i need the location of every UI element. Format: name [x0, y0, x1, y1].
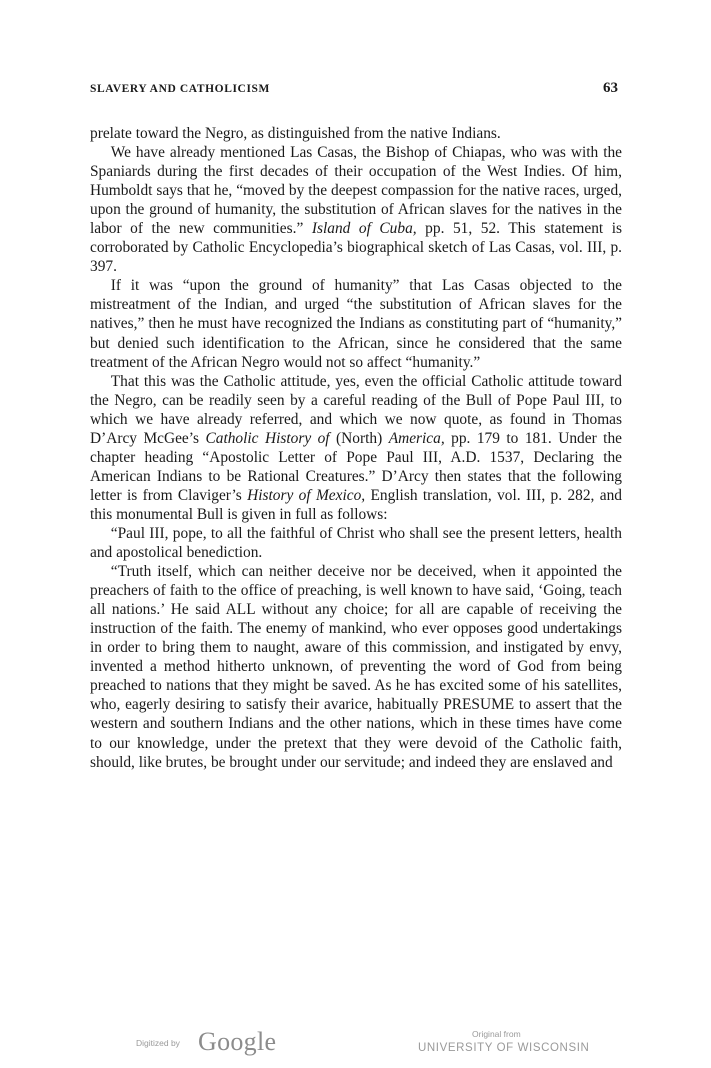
- page-number: 63: [603, 80, 618, 96]
- body-text: [90, 124, 622, 772]
- text-run: pp. 51, 52. This statement is corroborated by Catholic Encyclopedia’s biographical sketch of Las Casas, vol. III, p. 397.: [90, 220, 622, 276]
- institution-name: UNIVERSITY OF WISCONSIN: [418, 1042, 590, 1054]
- paragraph: [90, 372, 622, 524]
- paragraph: [90, 562, 622, 772]
- text-run: (North): [329, 429, 389, 447]
- book-page: [90, 80, 622, 772]
- text-run: We have already mentioned Las Casas, the Bishop of Chiapas, who was with the Spaniards during the first decades of their occupation of the West Indies. Of him, Humboldt says that he, “moved by the deepest compassion for the native races, urged, upon the ground of humanity, the substitution of African slaves for the natives in the labor of the new communities.”: [90, 144, 622, 238]
- paragraph: [90, 276, 622, 371]
- running-title: SLAVERY AND CATHOLICISM: [90, 83, 270, 95]
- text-run: “Truth itself, which can neither deceive nor be deceived, when it appointed the preachers of faith to the office of preaching, is well known to have said, ‘Going, teach all nations.’ He said ALL without any choice; for all are capable of receiving the instruction of the faith. The enemy of mankind, who ever opposes good undertakings in order to bring them to naught, aware of this commission, and instigated by envy, invented a method hitherto unknown, of preventing the word of God from being preached to nations that they might be saved. As he has excited some of his satellites, who, eagerly desiring to satisfy their avarice, habitually PRESUME to assert that the western and southern Indians and the other nations, which in these times have come to our knowledge, under the pretext that they were devoid of the Catholic faith, should, like brutes, be brought under our servitude; and indeed they are enslaved and: [90, 563, 622, 771]
- original-from-label: Original from: [472, 1029, 521, 1039]
- text-run: pp. 179 to 181. Under the chapter heading “Apostolic Letter of Pope Paul III, A.D. 1537, Declaring the American Indians to be Rational Creatures.” D’Arcy then states that the following letter is from Claviger’s: [90, 429, 622, 504]
- text-run: That this was the Catholic attitude, yes, even the official Catholic attitude toward the Negro, can be readily seen by a careful reading of the Bull of Pope Paul III, to which we have already referred, and which we now quote, as found in Thomas D’Arcy McGee’s: [90, 372, 622, 447]
- paragraph: [90, 524, 622, 562]
- text-run: If it was “upon the ground of humanity” that Las Casas objected to the mistreatment of the Indian, and urged “the substitution of African slaves for the natives,” then he must have recognized the Indians as constituting part of “humanity,” but denied such identification to the African, since he considered that the same treatment of the African Negro would not so affect “humanity.”: [90, 277, 622, 371]
- text-run: English translation, vol. III, p. 282, and this monumental Bull is given in full as follows:: [90, 486, 622, 523]
- google-logo: Google: [198, 1027, 277, 1056]
- paragraph: [90, 143, 622, 276]
- italic-title: History of Mexico,: [247, 486, 366, 504]
- digitization-footer: [0, 1026, 711, 1066]
- text-run: prelate toward the Negro, as distinguished from the native Indians.: [90, 125, 501, 142]
- italic-title: America,: [388, 429, 445, 447]
- italic-title: Island of Cuba,: [311, 220, 417, 238]
- running-head: [90, 80, 622, 102]
- paragraph: [90, 124, 622, 143]
- digitized-by-label: Digitized by: [136, 1038, 180, 1048]
- text-run: “Paul III, pope, to all the faithful of Christ who shall see the present letters, health and apostolical benediction.: [90, 524, 622, 562]
- italic-title: Catholic History of: [205, 429, 330, 447]
